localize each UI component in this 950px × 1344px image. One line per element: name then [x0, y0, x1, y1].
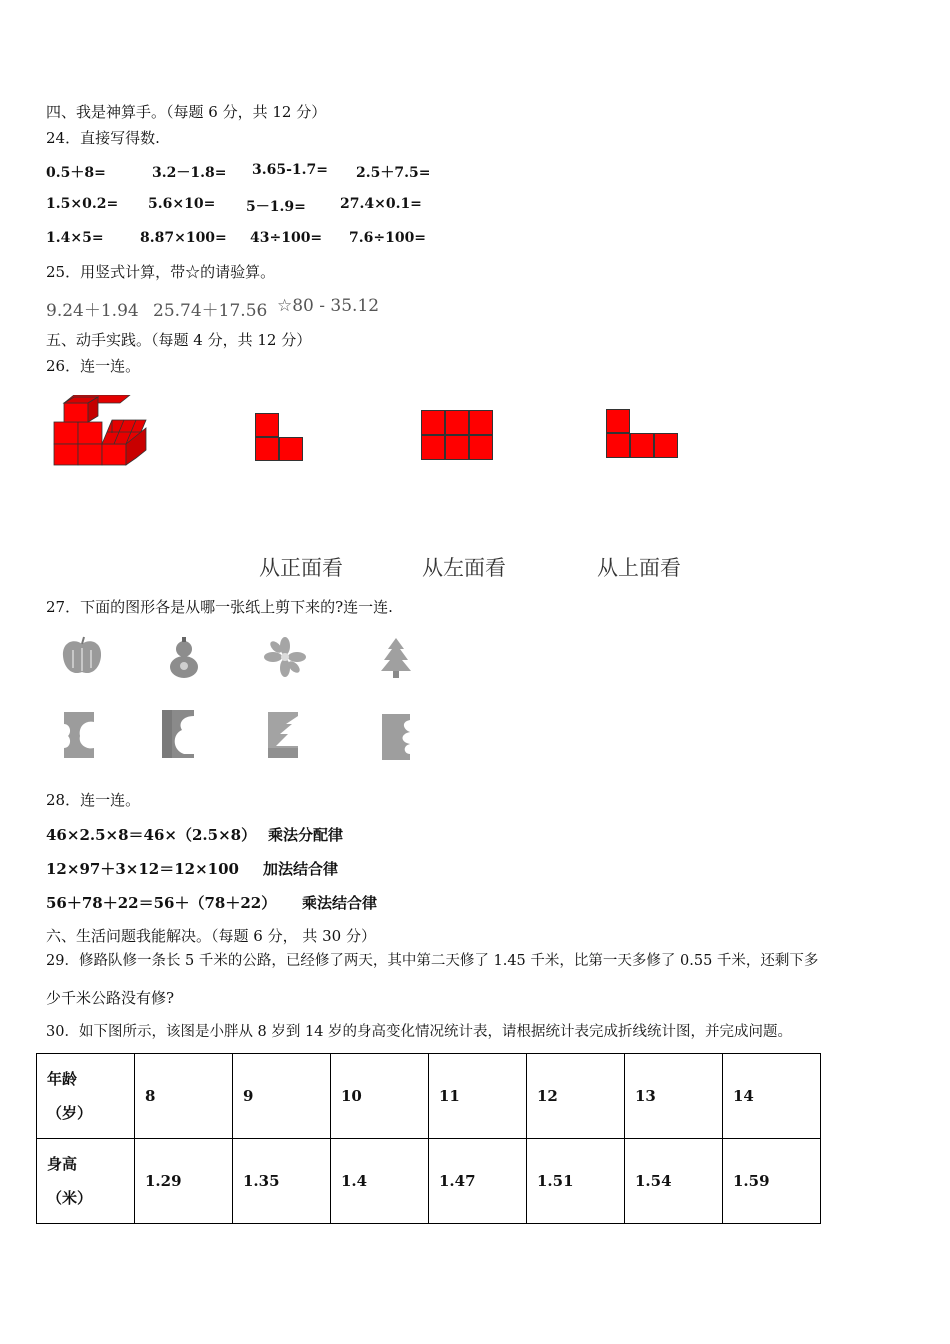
calc-item: 0.5＋8= [46, 165, 106, 181]
view-shape-square [255, 437, 279, 461]
equation-item: 12×97＋3×12＝12×100 [46, 860, 239, 878]
calc-item: 1.5×0.2= [46, 196, 119, 212]
tree-shape-icon [378, 636, 414, 680]
table-cell: 1.35 [233, 1139, 331, 1224]
view-shape-square [630, 433, 654, 458]
view-shape-square [469, 410, 493, 435]
calc-item: 27.4×0.1= [340, 196, 422, 212]
table-cell: 8 [135, 1054, 233, 1139]
section4-heading: 四、我是神算手。（每题 6 分，共 12 分） [46, 103, 327, 121]
height-unit: （米） [47, 1189, 93, 1207]
height-table [36, 1053, 821, 1224]
q29-line2: 少千米公路没有修? [46, 989, 175, 1007]
calc-item: 1.4×5= [46, 230, 104, 246]
table-cell: 1.47 [429, 1139, 527, 1224]
law-item: 加法结合律 [263, 860, 339, 878]
view-shape-square [421, 410, 445, 435]
calc-item: 8.87×100= [140, 230, 227, 246]
view-shape-square [445, 435, 469, 460]
view-shape-square [606, 433, 630, 458]
view-shape-square [445, 410, 469, 435]
table-row-age [37, 1054, 821, 1139]
paper-cut-apple-icon [62, 710, 96, 760]
calc-item: 2.5＋7.5= [356, 165, 431, 181]
table-cell: 1.51 [527, 1139, 625, 1224]
view-shape-square [255, 413, 279, 437]
law-item: 乘法分配律 [268, 826, 344, 844]
section6-heading: 六、生活问题我能解决。（每题 6 分， 共 30 分） [46, 927, 376, 945]
table-cell: 12 [527, 1054, 625, 1139]
apple-shape-icon [60, 636, 104, 678]
age-label: 年龄 [47, 1070, 78, 1088]
calc-item: 3.2－1.8= [152, 165, 227, 181]
q24-title: 24．直接写得数. [46, 129, 160, 147]
equation-item: 56＋78＋22＝56＋（78＋22） [46, 894, 277, 912]
vertical-calc-item: 9.24＋1.94 [46, 301, 139, 321]
view-label-front: 从正面看 [259, 556, 343, 580]
q29-line1: 29．修路队修一条长 5 千米的公路，已经修了两天，其中第二天修了 1.45 千米，比第一天多修了 0.55 千米，还剩下多 [46, 953, 819, 969]
equation-item: 46×2.5×8＝46×（2.5×8） [46, 826, 257, 844]
table-row-label [37, 1139, 135, 1224]
age-unit: （岁） [47, 1104, 93, 1122]
table-row-label [37, 1054, 135, 1139]
q27-title: 27．下面的图形各是从哪一张纸上剪下来的?连一连. [46, 598, 393, 616]
cube-stack-figure [50, 395, 150, 470]
calc-item: 7.6÷100= [349, 230, 427, 246]
calc-item: 43÷100= [250, 230, 323, 246]
calc-item: 5.6×10= [148, 196, 216, 212]
q25-title: 25．用竖式计算，带☆的请验算。 [46, 263, 276, 281]
law-item: 乘法结合律 [302, 894, 378, 912]
q28-title: 28．连一连。 [46, 791, 141, 809]
paper-cut-tree-icon [266, 710, 300, 760]
table-cell: 10 [331, 1054, 429, 1139]
table-cell: 13 [625, 1054, 723, 1139]
section5-heading: 五、动手实践。（每题 4 分，共 12 分） [46, 331, 312, 349]
vertical-calc-item: 25.74＋17.56 [153, 301, 268, 321]
table-cell: 11 [429, 1054, 527, 1139]
view-shape-square [279, 437, 303, 461]
height-label: 身高 [47, 1155, 78, 1173]
gourd-shape-icon [164, 636, 204, 680]
view-label-left: 从左面看 [422, 556, 506, 580]
calc-item: 3.65-1.7= [252, 162, 328, 178]
view-shape-square [421, 435, 445, 460]
paper-cut-gourd-icon [160, 708, 196, 760]
paper-cut-flower-icon [380, 712, 412, 762]
table-cell: 9 [233, 1054, 331, 1139]
table-cell: 1.59 [723, 1139, 821, 1224]
table-row-height [37, 1139, 821, 1224]
table-cell: 1.29 [135, 1139, 233, 1224]
table-cell: 1.4 [331, 1139, 429, 1224]
view-shape-square [469, 435, 493, 460]
view-label-top: 从上面看 [597, 556, 681, 580]
table-cell: 14 [723, 1054, 821, 1139]
calc-item: 5－1.9= [246, 199, 306, 215]
vertical-calc-item: ☆80 - 35.12 [277, 296, 380, 316]
view-shape-square [654, 433, 678, 458]
q30-title: 30．如下图所示，该图是小胖从 8 岁到 14 岁的身高变化情况统计表，请根据统计表完成折线统计图，并完成问题。 [46, 1024, 793, 1040]
view-shape-square [606, 409, 630, 433]
q26-title: 26．连一连。 [46, 357, 141, 375]
flower-shape-icon [263, 637, 307, 677]
table-cell: 1.54 [625, 1139, 723, 1224]
